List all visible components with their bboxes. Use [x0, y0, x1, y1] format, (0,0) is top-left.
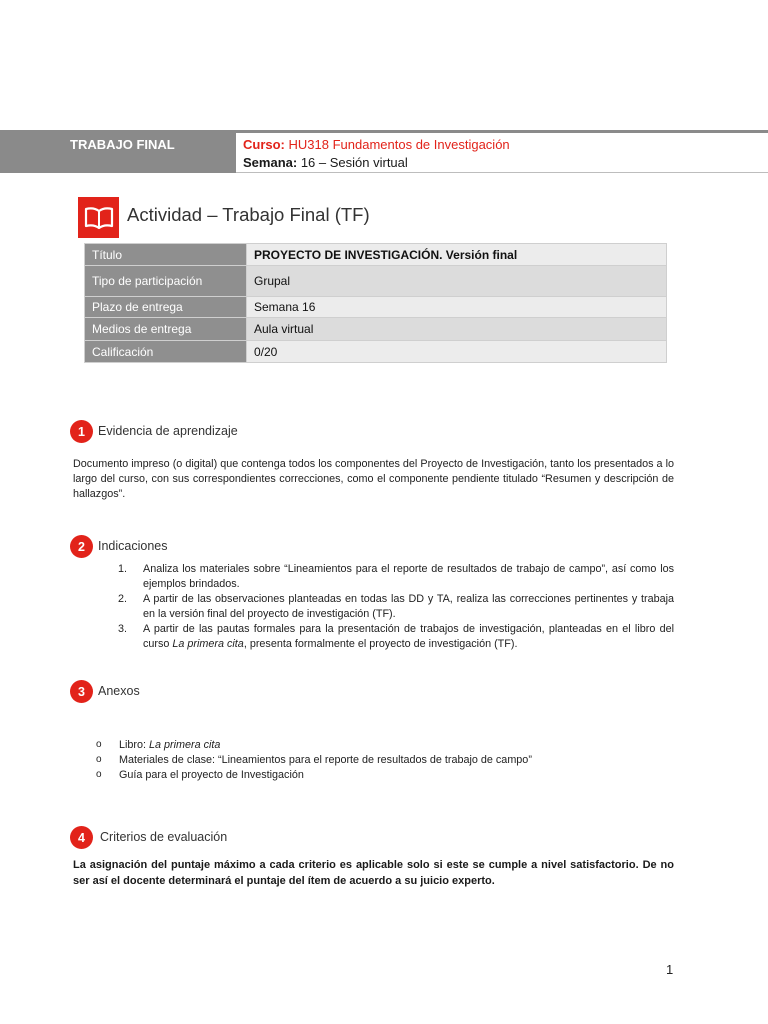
week-value: 16 – Sesión virtual	[300, 155, 408, 170]
book-title: La primera cita	[149, 739, 221, 751]
instructions-list	[118, 562, 674, 652]
item-text: Libro:	[119, 739, 150, 751]
list-item	[96, 768, 656, 783]
section-title: Evidencia de aprendizaje	[98, 424, 238, 438]
row-label: Título	[85, 244, 247, 266]
row-label: Plazo de entrega	[85, 297, 247, 318]
week-label: Semana:	[243, 155, 298, 170]
item-text: Analiza los materiales sobre “Lineamientos para el reporte de resultados de trabajo de campo”, así como los ejemplos brindados.	[143, 563, 674, 590]
activity-title: Actividad – Trabajo Final (TF)	[127, 204, 370, 225]
section-number-badge: 3	[70, 680, 93, 703]
item-text: Materiales de clase: “Lineamientos para el reporte de resultados de trabajo de campo”	[119, 754, 532, 766]
item-number: 1.	[118, 563, 128, 575]
bullet: o	[96, 739, 102, 750]
bullet: o	[96, 754, 102, 765]
section-title: Indicaciones	[98, 539, 168, 553]
item-text: A partir de las observaciones planteadas en todas las DD y TA, realiza las correcciones pertinentes y trabaja en la versión final del proyecto de investigación (TF).	[143, 593, 674, 620]
section-number-badge: 2	[70, 535, 93, 558]
header-label-text: TRABAJO FINAL	[70, 137, 175, 152]
list-item	[118, 592, 674, 622]
annex-list	[96, 738, 656, 783]
table-row	[85, 244, 667, 266]
section-title: Anexos	[98, 684, 140, 698]
table-row	[85, 266, 667, 297]
evidence-text: Documento impreso (o digital) que contenga todos los componentes del Proyecto de Investigación, tanto los presentados a lo largo del curso, con sus correspondientes correcciones, como el componente pendiente titulado “Resumen y descripción de hallazgos”.	[73, 458, 674, 500]
document-header-label	[0, 130, 236, 173]
course-value: HU318 Fundamentos de Investigación	[288, 137, 510, 152]
course-line	[243, 136, 768, 154]
list-item	[96, 753, 656, 768]
item-text-end: , presenta formalmente el proyecto de investigación (TF).	[243, 638, 518, 650]
row-value: Grupal	[247, 266, 667, 297]
item-text: A partir de las pautas formales para la presentación de trabajos de investigación, planteadas en el libro del curso	[143, 623, 674, 650]
item-number: 2.	[118, 593, 128, 605]
page-number: 1	[666, 962, 674, 977]
week-line	[243, 154, 768, 172]
book-title: La primera cita	[172, 638, 244, 650]
course-label: Curso:	[243, 137, 285, 152]
course-info	[236, 130, 768, 173]
table-row	[85, 297, 667, 318]
row-value: Aula virtual	[247, 318, 667, 341]
row-label: Medios de entrega	[85, 318, 247, 341]
book-icon	[78, 197, 119, 238]
list-item	[96, 738, 656, 753]
row-value: 0/20	[247, 341, 667, 363]
list-item	[118, 622, 674, 652]
item-number: 3.	[118, 623, 128, 635]
list-item	[118, 562, 674, 592]
section-number-badge: 1	[70, 420, 93, 443]
table-row	[85, 341, 667, 363]
activity-info-table	[84, 243, 667, 363]
table-row	[85, 318, 667, 341]
row-label: Calificación	[85, 341, 247, 363]
section-number-badge: 4	[70, 826, 93, 849]
row-label: Tipo de participación	[85, 266, 247, 297]
section-title: Criterios de evaluación	[100, 830, 228, 844]
bullet: o	[96, 769, 102, 780]
criteria-text: La asignación del puntaje máximo a cada criterio es aplicable solo si este se cumple a nivel satisfactorio. De no ser así el docente determinará el puntaje del ítem de acuerdo a su juicio experto.	[73, 859, 674, 887]
item-text: Guía para el proyecto de Investigación	[119, 769, 304, 781]
row-value: PROYECTO DE INVESTIGACIÓN. Versión final	[247, 244, 667, 266]
row-value: Semana 16	[247, 297, 667, 318]
